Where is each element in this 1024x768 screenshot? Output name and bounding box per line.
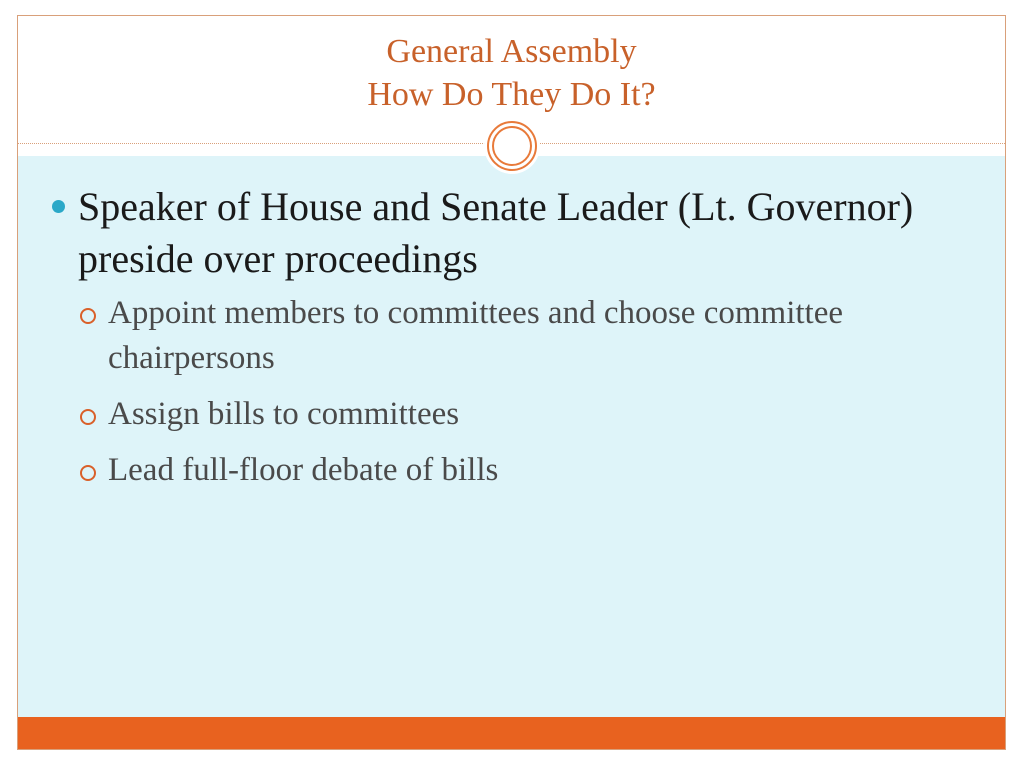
slide: [17, 15, 1006, 750]
hollow-circle-bullet-icon: [80, 465, 96, 481]
subbullet-text: Assign bills to committees: [108, 396, 460, 432]
bullet-text: Speaker of House and Senate Leader (Lt. Governor) preside over proceedings: [78, 184, 914, 281]
slide-title: [18, 30, 1005, 116]
subbullet-text: Appoint members to committees and choose committee chairpersons: [108, 295, 843, 376]
subbullet-item: [48, 392, 978, 437]
footer-bar: [18, 717, 1005, 750]
subbullet-item: [48, 448, 978, 493]
bullet-item: [48, 181, 978, 285]
slide-title-line-2: How Do They Do It?: [367, 76, 656, 113]
double-ring-ornament-icon: [483, 117, 541, 175]
subbullet-item: [48, 291, 978, 381]
bullet-list: [48, 181, 978, 493]
hollow-circle-bullet-icon: [80, 409, 96, 425]
subbullet-text: Lead full-floor debate of bills: [108, 452, 499, 488]
filled-circle-bullet-icon: [52, 200, 65, 213]
hollow-circle-bullet-icon: [80, 308, 96, 324]
slide-title-line-1: General Assembly: [386, 33, 637, 70]
